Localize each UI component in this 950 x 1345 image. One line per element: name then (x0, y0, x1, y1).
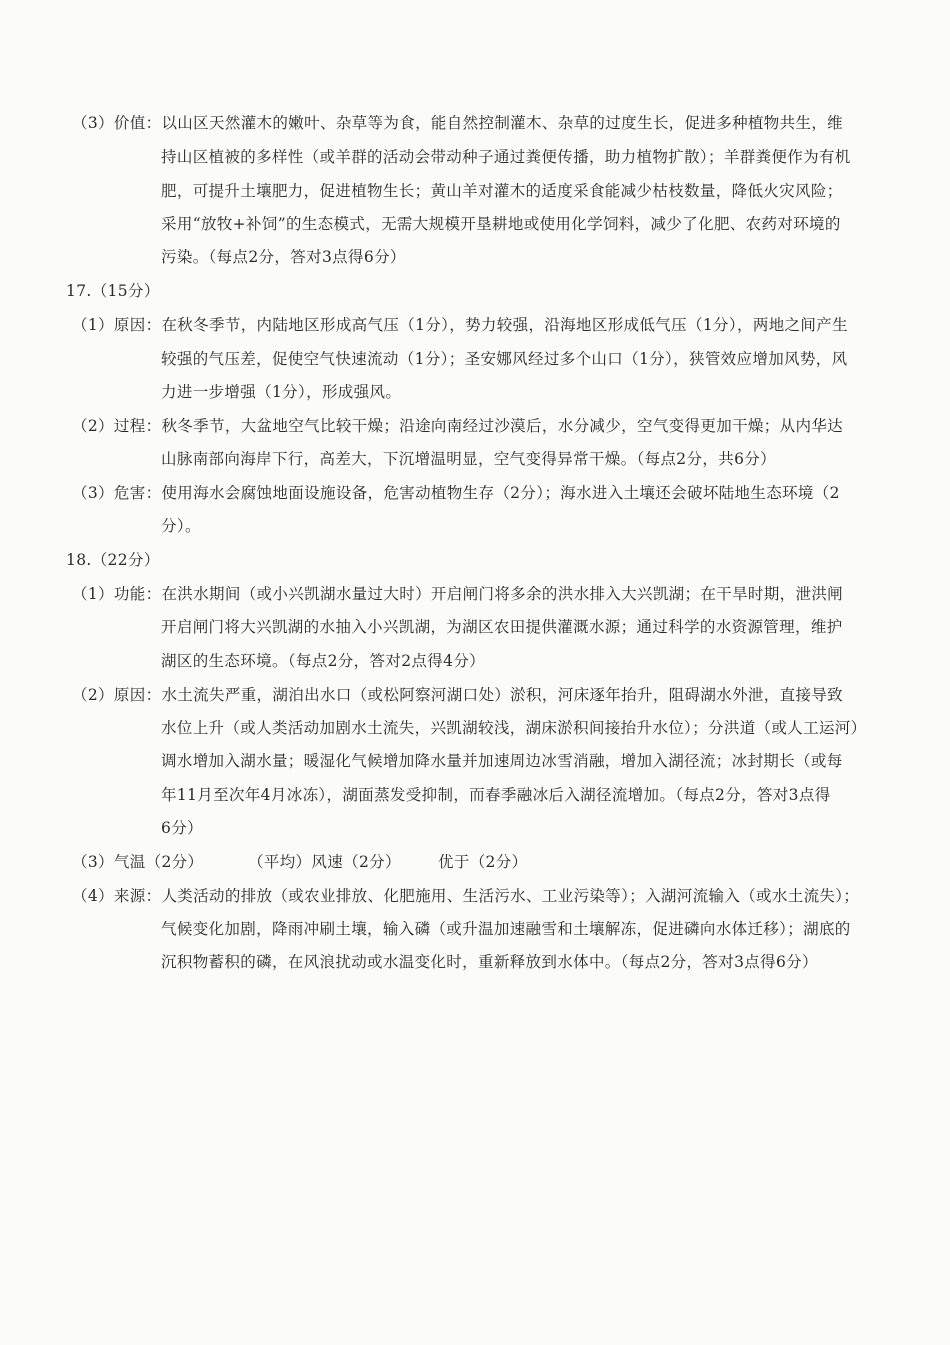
q18-item3-part-better-than: 优于（2分） (438, 853, 528, 871)
q18-item1-line-3: 湖区的生态环境。（每点2分，答对2点得4分） (161, 652, 486, 670)
q18-item4-line-1: （4）来源：人类活动的排放（或农业排放、化肥施用、生活污水、工业污染等）；入湖河流输入（或水土流失）； (72, 887, 860, 905)
q18-item3-part-wind-speed: （平均）风速（2分） (248, 853, 401, 871)
q18-item2-line-3: 调水增加入湖水量；暖湿化气候增加降水量并加速周边冰雪消融，增加入湖径流；冰封期长（或每 (161, 752, 843, 770)
q17-item3-line-1: （3）危害：使用海水会腐蚀地面设施设备，危害动植物生存（2分）；海水进入土壤还会破坏陆地生态环境（2 (72, 484, 840, 502)
q16-item3-line-4: 采用“放牧+补饲”的生态模式，无需大规模开垦耕地或使用化学饲料，减少了化肥、农药对环境的 (161, 215, 841, 233)
q18-header: 18.（22分） (66, 551, 160, 569)
q17-item3-line-2: 分）。 (161, 517, 201, 535)
q18-item2-line-2: 水位上升（或人类活动加剧水土流失，兴凯湖较浅，湖床淤积间接抬升水位）；分洪道（或人工运河） (161, 719, 867, 737)
q16-item3-line-1: （3）价值：以山区天然灌木的嫩叶、杂草等为食，能自然控制灌木、杂草的过度生长，促进多种植物共生，维 (72, 114, 844, 132)
q18-item4-line-2: 气候变化加剧，降雨冲刷土壤，输入磷（或升温加速融雪和土壤解冻，促进磷向水体迁移）；湖底的 (161, 920, 851, 938)
q16-item3-line-5: 污染。（每点2分，答对3点得6分） (161, 248, 406, 266)
q17-item1-line-3: 力进一步增强（1分），形成强风。 (161, 383, 402, 401)
q18-item3-part-temperature: （3）气温（2分） (72, 853, 204, 871)
q18-item1-line-1: （1）功能：在洪水期间（或小兴凯湖水量过大时）开启闸门将多余的洪水排入大兴凯湖；在干旱时期，泄洪闸 (72, 585, 844, 603)
q17-item2-line-1: （2）过程：秋冬季节，大盆地空气比较干燥；沿途向南经过沙漠后，水分减少，空气变得更加干燥；从内华达 (72, 417, 844, 435)
q18-item2-line-5: 6分） (161, 819, 203, 837)
q17-item1-line-2: 较强的气压差，促使空气快速流动（1分）；圣安娜风经过多个山口（1分），狭管效应增加风势，风 (161, 350, 848, 368)
q17-item1-line-1: （1）原因：在秋冬季节，内陆地区形成高气压（1分），势力较强，沿海地区形成低气压（1分），两地之间产生 (72, 316, 848, 334)
q18-item2-line-1: （2）原因：水土流失严重，湖泊出水口（或松阿察河湖口处）淤积，河床逐年抬升，阻碍湖水外泄，直接导致 (72, 686, 844, 704)
q18-item2-line-4: 年11月至次年4月冰冻），湖面蒸发受抑制，而春季融冰后入湖径流增加。（每点2分，答对3点得 (161, 786, 831, 804)
q16-item3-line-2: 持山区植被的多样性（或羊群的活动会带动种子通过粪便传播，助力植物扩散）；羊群粪便作为有机 (161, 148, 851, 166)
q17-header: 17.（15分） (66, 282, 160, 300)
q18-item4-line-3: 沉积物蓄积的磷，在风浪扰动或水温变化时，重新释放到水体中。（每点2分，答对3点得6分） (161, 953, 818, 971)
q18-item1-line-2: 开启闸门将大兴凯湖的水抽入小兴凯湖，为湖区农田提供灌溉水源；通过科学的水资源管理，维护 (161, 618, 843, 636)
q17-item2-line-2: 山脉南部向海岸下行，高差大，下沉增温明显，空气变得异常干燥。（每点2分，共6分） (161, 450, 776, 468)
q16-item3-line-3: 肥，可提升土壤肥力，促进植物生长；黄山羊对灌木的适度采食能减少枯枝数量，降低火灾风险； (161, 182, 843, 200)
